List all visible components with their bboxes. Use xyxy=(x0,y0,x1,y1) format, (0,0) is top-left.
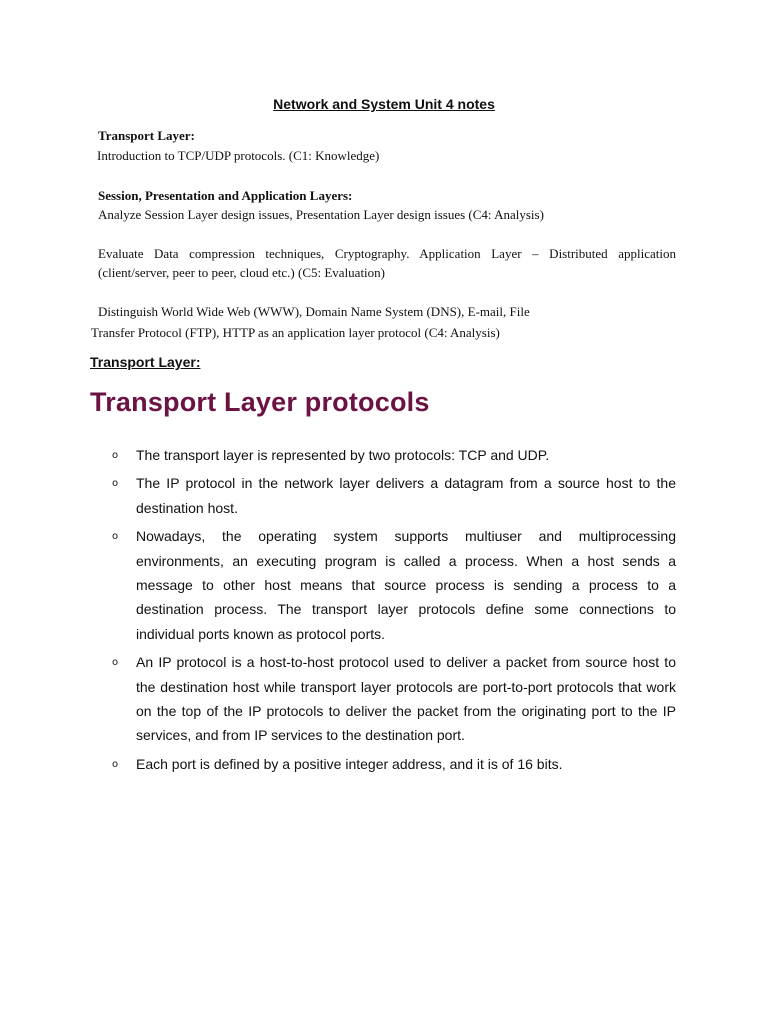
bullet-icon: o xyxy=(112,531,119,543)
document-title: Network and System Unit 4 notes xyxy=(273,96,495,112)
bullet-text: Each port is defined by a positive integer address, and it is of 16 bits. xyxy=(136,755,563,772)
bullet-icon: o xyxy=(112,758,119,770)
bullet-icon: o xyxy=(112,450,119,461)
syllabus-session-heading: Session, Presentation and Application Layers: xyxy=(98,188,353,203)
bullet-icon: o xyxy=(112,478,119,490)
list-item xyxy=(0,524,676,646)
syllabus-session-line: Analyze Session Layer design issues, Presentation Layer design issues (C4: Analysis) xyxy=(98,207,544,222)
list-item xyxy=(0,650,676,748)
section-heading: Transport Layer: xyxy=(90,354,201,370)
syllabus-transport-line: Introduction to TCP/UDP protocols. (C1: Knowledge) xyxy=(97,148,380,163)
syllabus-distinguish-line-1: Distinguish World Wide Web (WWW), Domain Name System (DNS), E-mail, File xyxy=(98,304,530,319)
syllabus-distinguish-line-2: Transfer Protocol (FTP), HTTP as an application layer protocol (C4: Analysis) xyxy=(91,325,500,340)
bullet-icon: o xyxy=(112,657,119,669)
list-item xyxy=(0,752,676,776)
bullet-list xyxy=(0,443,768,780)
bullet-text: The IP protocol in the network layer delivers a datagram from a source host to the destination host. xyxy=(136,475,676,516)
main-heading: Transport Layer protocols xyxy=(90,387,430,417)
list-item xyxy=(0,471,676,520)
syllabus-evaluate-line: Evaluate Data compression techniques, Cryptography. Application Layer – Distributed application (client/server, peer to peer, cloud etc.) (C5: Evaluation) xyxy=(98,246,676,280)
bullet-text: An IP protocol is a host-to-host protocol used to deliver a packet from source host to the destination host while transport layer protocols are port-to-port protocols that work on the top of the IP protocols to deliver the packet from the originating port to the IP services, and from IP services to the destination port. xyxy=(136,654,676,744)
syllabus-transport-heading: Transport Layer: xyxy=(98,128,195,143)
list-item xyxy=(0,443,676,467)
bullet-text: Nowadays, the operating system supports multiuser and multiprocessing environments, an executing program is called a process. When a host sends a message to other host means that source process is sending a process to a destination process. The transport layer protocols define some connections to individual ports known as protocol ports. xyxy=(136,528,676,642)
bullet-text: The transport layer is represented by two protocols: TCP and UDP. xyxy=(136,447,550,463)
